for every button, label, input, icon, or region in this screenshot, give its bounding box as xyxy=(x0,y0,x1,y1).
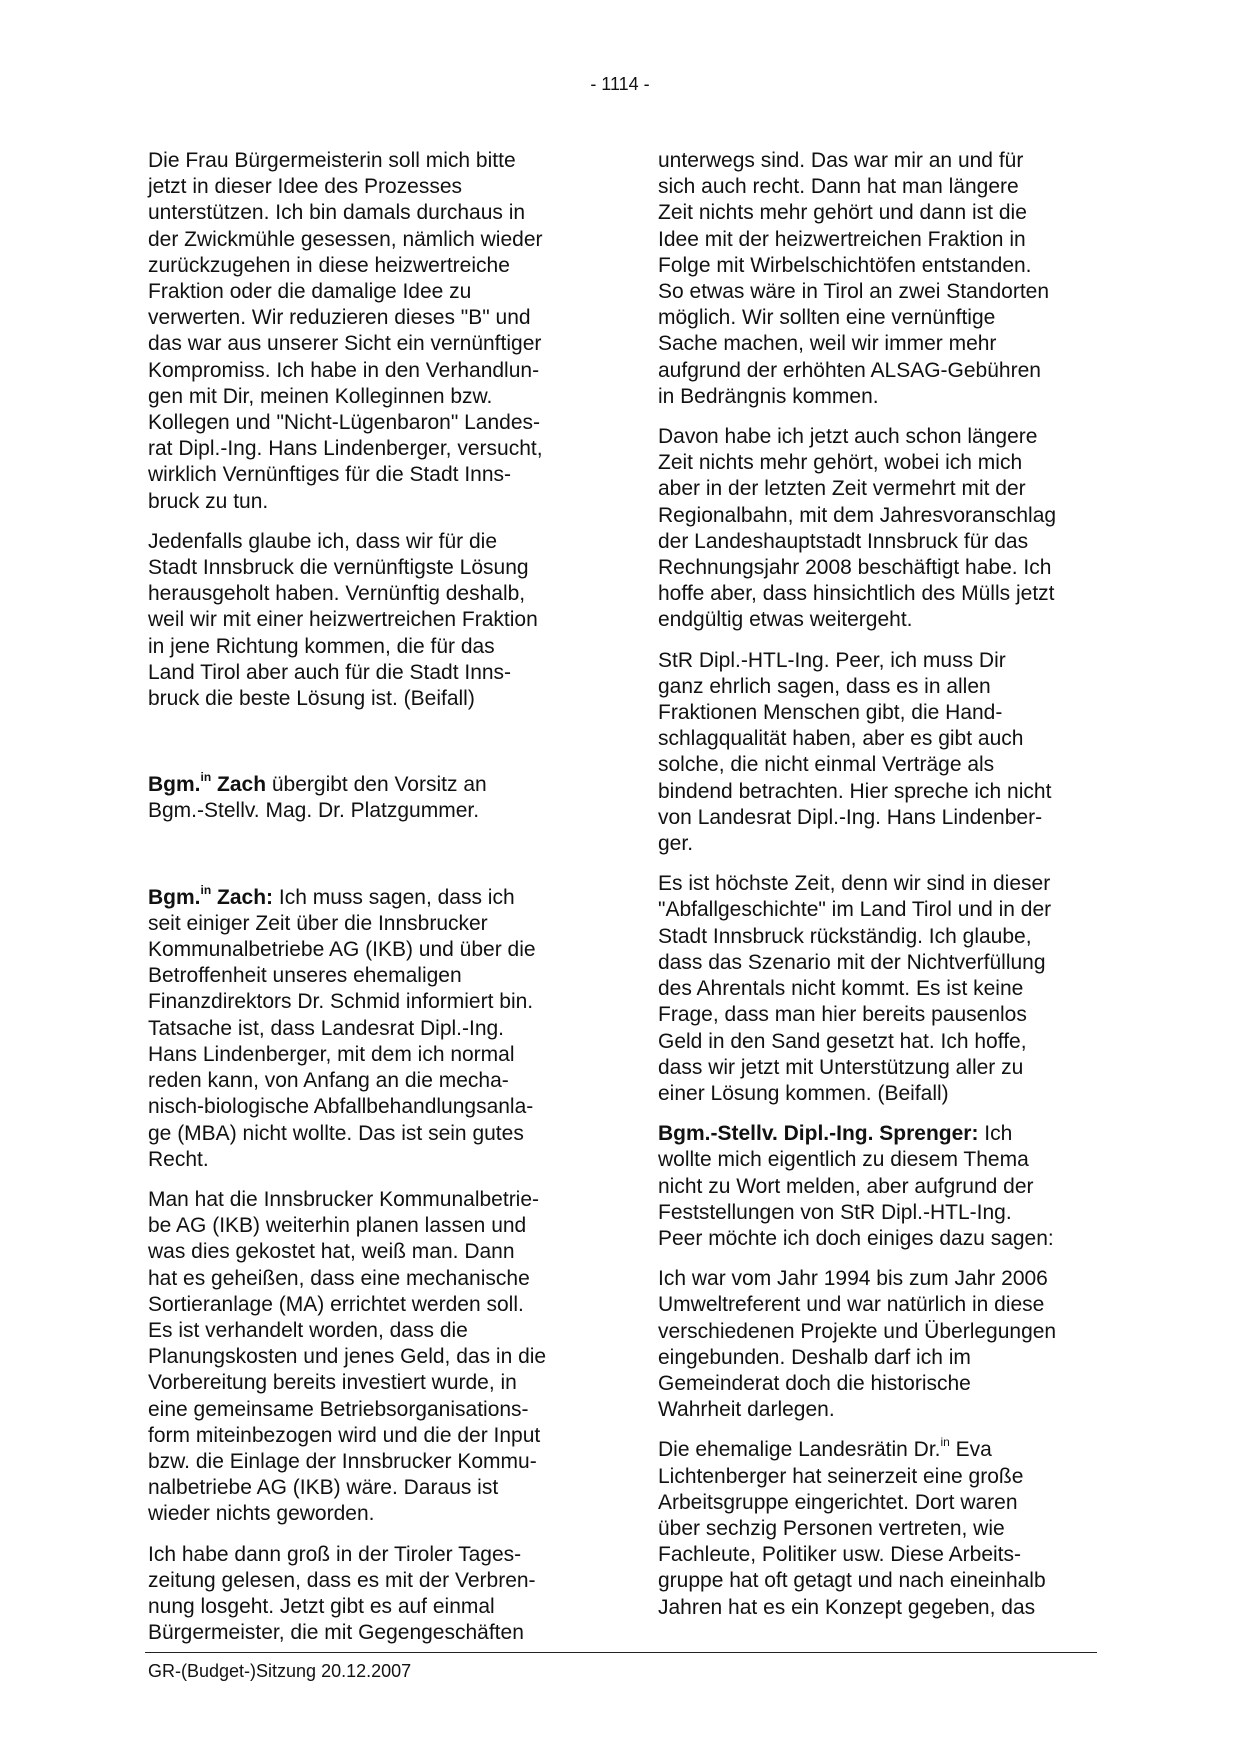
text-line: nisch-biologische Abfallbehandlungsanla- xyxy=(148,1095,534,1119)
speaker-name: Bgm.-Stellv. Dipl.-Ing. Sprenger: xyxy=(658,1122,979,1146)
text-line: sich auch recht. Dann hat man längere xyxy=(658,175,1019,199)
text-line: Tatsache ist, dass Landesrat Dipl.-Ing. xyxy=(148,1016,505,1040)
paragraph xyxy=(658,871,1103,1107)
text-line: Fraktion oder die damalige Idee zu xyxy=(148,280,472,304)
text-line: Recht. xyxy=(148,1147,209,1171)
text-line: rat Dipl.-Ing. Hans Lindenberger, versucht, xyxy=(148,437,543,461)
text-line: Es ist höchste Zeit, denn wir sind in dieser xyxy=(658,872,1051,896)
paragraph xyxy=(148,1187,593,1528)
text-line: wollte mich eigentlich zu diesem Thema xyxy=(658,1148,1029,1172)
text-line: der Landeshauptstadt Innsbruck für das xyxy=(658,529,1029,553)
right-column xyxy=(658,148,1103,1635)
text-line: Fraktionen Menschen gibt, die Hand- xyxy=(658,701,1003,725)
text-line: Jedenfalls glaube ich, dass wir für die xyxy=(148,529,498,553)
text-line: solche, die nicht einmal Verträge als xyxy=(658,753,995,777)
text-line: verschiedenen Projekte und Überlegungen xyxy=(658,1319,1057,1343)
text-line: Bürgermeister, die mit Gegengeschäften xyxy=(148,1621,524,1645)
text-line: eingebunden. Deshalb darf ich im xyxy=(658,1345,971,1369)
footer-session-label: GR-(Budget-)Sitzung 20.12.2007 xyxy=(148,1661,412,1681)
text-line: Ich war vom Jahr 1994 bis zum Jahr 2006 xyxy=(658,1267,1048,1291)
text-line: Folge mit Wirbelschichtöfen entstanden. xyxy=(658,253,1032,277)
paragraph xyxy=(148,148,593,515)
text-line: Land Tirol aber auch für die Stadt Inns- xyxy=(148,660,512,684)
text-line: StR Dipl.-HTL-Ing. Peer, ich muss Dir xyxy=(658,648,1006,672)
text-line: be AG (IKB) weiterhin planen lassen und xyxy=(148,1214,527,1238)
text-line: So etwas wäre in Tirol an zwei Standorten xyxy=(658,280,1050,304)
text-line: Wahrheit darlegen. xyxy=(658,1398,835,1422)
footer-divider xyxy=(145,1652,1097,1653)
speaker-name: Bgm.$^{in}$ Zach: xyxy=(148,882,274,909)
text-line: Umweltreferent und war natürlich in diese xyxy=(658,1293,1045,1317)
text-line: ger. xyxy=(658,832,694,856)
text-line: Davon habe ich jetzt auch schon längere xyxy=(658,425,1038,449)
text-line: bindend betrachten. Hier spreche ich nicht xyxy=(658,779,1052,803)
text-line: Frage, dass man hier bereits pausenlos xyxy=(658,1003,1027,1027)
text-line: unterstützen. Ich bin damals durchaus in xyxy=(148,201,526,225)
text-line: reden kann, von Anfang an die mecha- xyxy=(148,1069,509,1093)
chair-handover-note xyxy=(148,772,593,824)
text-line: verwerten. Wir reduzieren dieses "B" und xyxy=(148,306,531,330)
text-line: herausgeholt haben. Vernünftig deshalb, xyxy=(148,582,526,606)
text-line: Zeit nichts mehr gehört und dann ist die xyxy=(658,201,1027,225)
text-line: Finanzdirektors Dr. Schmid informiert bin. xyxy=(148,990,534,1014)
text-line: der Zwickmühle gesessen, nämlich wieder xyxy=(148,227,543,251)
text-line: möglich. Wir sollten eine vernünftige xyxy=(658,306,996,330)
text-line: des Ahrentals nicht kommt. Es ist keine xyxy=(658,977,1024,1001)
text-line: Zeit nichts mehr gehört, wobei ich mich xyxy=(658,451,1023,475)
text-line: zeitung gelesen, dass es mit der Verbren- xyxy=(148,1568,536,1592)
text-line: gen mit Dir, meinen Kolleginnen bzw. xyxy=(148,384,493,408)
text-line: Vorbereitung bereits investiert wurde, in xyxy=(148,1371,517,1395)
text-line: das war aus unserer Sicht ein vernünftiger xyxy=(148,332,542,356)
text-line: Bgm.-Stellv. Mag. Dr. Platzgummer. xyxy=(148,799,480,823)
text-line: Idee mit der heizwertreichen Fraktion in xyxy=(658,227,1026,251)
text-line: ge (MBA) nicht wollte. Das ist sein gutes xyxy=(148,1121,524,1145)
text-line: Fachleute, Politiker usw. Diese Arbeits- xyxy=(658,1543,1021,1567)
speech-paragraph xyxy=(658,1121,1103,1252)
text-line: Kommunalbetriebe AG (IKB) und über die xyxy=(148,938,536,962)
text-line: Regionalbahn, mit dem Jahresvoranschlag xyxy=(658,503,1057,527)
text-line: dass wir jetzt mit Unterstützung aller zu xyxy=(658,1055,1024,1079)
text-line: aber in der letzten Zeit vermehrt mit der xyxy=(658,477,1026,501)
speaker-name: Bgm.$^{in}$ Zach xyxy=(148,770,267,797)
text-line: unterwegs sind. Das war mir an und für xyxy=(658,149,1024,172)
text-line: Betroffenheit unseres ehemaligen xyxy=(148,964,462,988)
text-line: bruck die beste Lösung ist. (Beifall) xyxy=(148,687,475,711)
text-line: seit einiger Zeit über die Innsbrucker xyxy=(148,911,488,935)
speech-paragraph xyxy=(148,882,593,1173)
paragraph xyxy=(148,529,593,712)
paragraph xyxy=(658,424,1103,634)
text-line: hoffe aber, dass hinsichtlich des Mülls jetzt xyxy=(658,582,1055,606)
text-line: in jene Richtung kommen, die für das xyxy=(148,634,495,658)
text-line: was dies gekostet hat, weiß man. Dann xyxy=(148,1240,515,1264)
text-line: Stadt Innsbruck die vernünftigste Lösung xyxy=(148,556,529,580)
text-line: von Landesrat Dipl.-Ing. Hans Lindenber- xyxy=(658,805,1043,829)
text-line: Arbeitsgruppe eingerichtet. Dort waren xyxy=(658,1490,1018,1514)
text-line: hat es geheißen, dass eine mechanische xyxy=(148,1266,530,1290)
text-line: bruck zu tun. xyxy=(148,489,269,513)
text-line: Die Frau Bürgermeisterin soll mich bitte xyxy=(148,149,516,172)
text-line: weil wir mit einer heizwertreichen Fraktion xyxy=(148,608,538,632)
text-line: Rechnungsjahr 2008 beschäftigt habe. Ich xyxy=(658,556,1052,580)
text-line: schlagqualität haben, aber es gibt auch xyxy=(658,727,1024,751)
text: Ich xyxy=(978,1122,1013,1146)
text-line: Feststellungen von StR Dipl.-HTL-Ing. xyxy=(658,1200,1012,1224)
text-line: jetzt in dieser Idee des Prozesses xyxy=(148,175,462,199)
text-line: Gemeinderat doch die historische xyxy=(658,1371,971,1395)
text-line: nicht zu Wort melden, aber aufgrund der xyxy=(658,1174,1034,1198)
text-line: wirklich Vernünftiges für die Stadt Inns- xyxy=(148,463,512,487)
text-line: einer Lösung kommen. (Beifall) xyxy=(658,1081,949,1105)
paragraph xyxy=(658,1437,1103,1620)
text-line: Kollegen und "Nicht-Lügenbaron" Landes- xyxy=(148,411,541,435)
text-line: Man hat die Innsbrucker Kommunalbetrie- xyxy=(148,1187,540,1211)
text-line: eine gemeinsame Betriebsorganisations- xyxy=(148,1397,529,1421)
text-line: Lichtenberger hat seinerzeit eine große xyxy=(658,1464,1024,1488)
text-line: Kompromiss. Ich habe in den Verhandlun- xyxy=(148,358,540,382)
text-line: nung losgeht. Jetzt gibt es auf einmal xyxy=(148,1594,495,1618)
text-line: Jahren hat es ein Konzept gegeben, das xyxy=(658,1595,1036,1619)
paragraph xyxy=(658,648,1103,858)
text-line: "Abfallgeschichte" im Land Tirol und in der xyxy=(658,898,1052,922)
left-column xyxy=(148,148,593,1660)
text-line: endgültig etwas weitergeht. xyxy=(658,608,913,632)
text: Ich muss sagen, dass ich xyxy=(273,885,515,909)
page-number: - 1114 - xyxy=(590,74,650,94)
text-line: Ich habe dann groß in der Tiroler Tages- xyxy=(148,1542,522,1566)
text-line: bzw. die Einlage der Innsbrucker Kommu- xyxy=(148,1449,537,1473)
text-line: wieder nichts geworden. xyxy=(148,1502,375,1526)
paragraph xyxy=(658,1266,1103,1423)
text: übergibt den Vorsitz an xyxy=(266,773,487,797)
text-line: über sechzig Personen vertreten, wie xyxy=(658,1516,1005,1540)
text-line: ganz ehrlich sagen, dass es in allen xyxy=(658,674,991,698)
text-line: gruppe hat oft getagt und nach eineinhalb xyxy=(658,1569,1046,1593)
text-line: in Bedrängnis kommen. xyxy=(658,384,879,408)
text-line: Es ist verhandelt worden, dass die xyxy=(148,1318,468,1342)
text-line: aufgrund der erhöhten ALSAG-Gebühren xyxy=(658,358,1041,382)
paragraph xyxy=(148,1542,593,1647)
text-line: zurückzugehen in diese heizwertreiche xyxy=(148,253,510,277)
text-line: Planungskosten und jenes Geld, das in die xyxy=(148,1345,547,1369)
text-line: form miteinbezogen wird und die der Input xyxy=(148,1423,541,1447)
text-line: Peer möchte ich doch einiges dazu sagen: xyxy=(658,1226,1054,1250)
text-line: nalbetriebe AG (IKB) wäre. Daraus ist xyxy=(148,1476,499,1500)
paragraph xyxy=(658,148,1103,410)
text-line: Sortieranlage (MA) errichtet werden soll. xyxy=(148,1292,524,1316)
text-line: Die ehemalige Landesrätin Dr.$^{in}$ Eva xyxy=(658,1435,992,1462)
text-line: Stadt Innsbruck rückständig. Ich glaube, xyxy=(658,924,1032,948)
text-line: Hans Lindenberger, mit dem ich normal xyxy=(148,1042,515,1066)
text-line: dass das Szenario mit der Nichtverfüllung xyxy=(658,950,1046,974)
text-line: Sache machen, weil wir immer mehr xyxy=(658,332,997,356)
text-line: Geld in den Sand gesetzt hat. Ich hoffe, xyxy=(658,1029,1027,1053)
